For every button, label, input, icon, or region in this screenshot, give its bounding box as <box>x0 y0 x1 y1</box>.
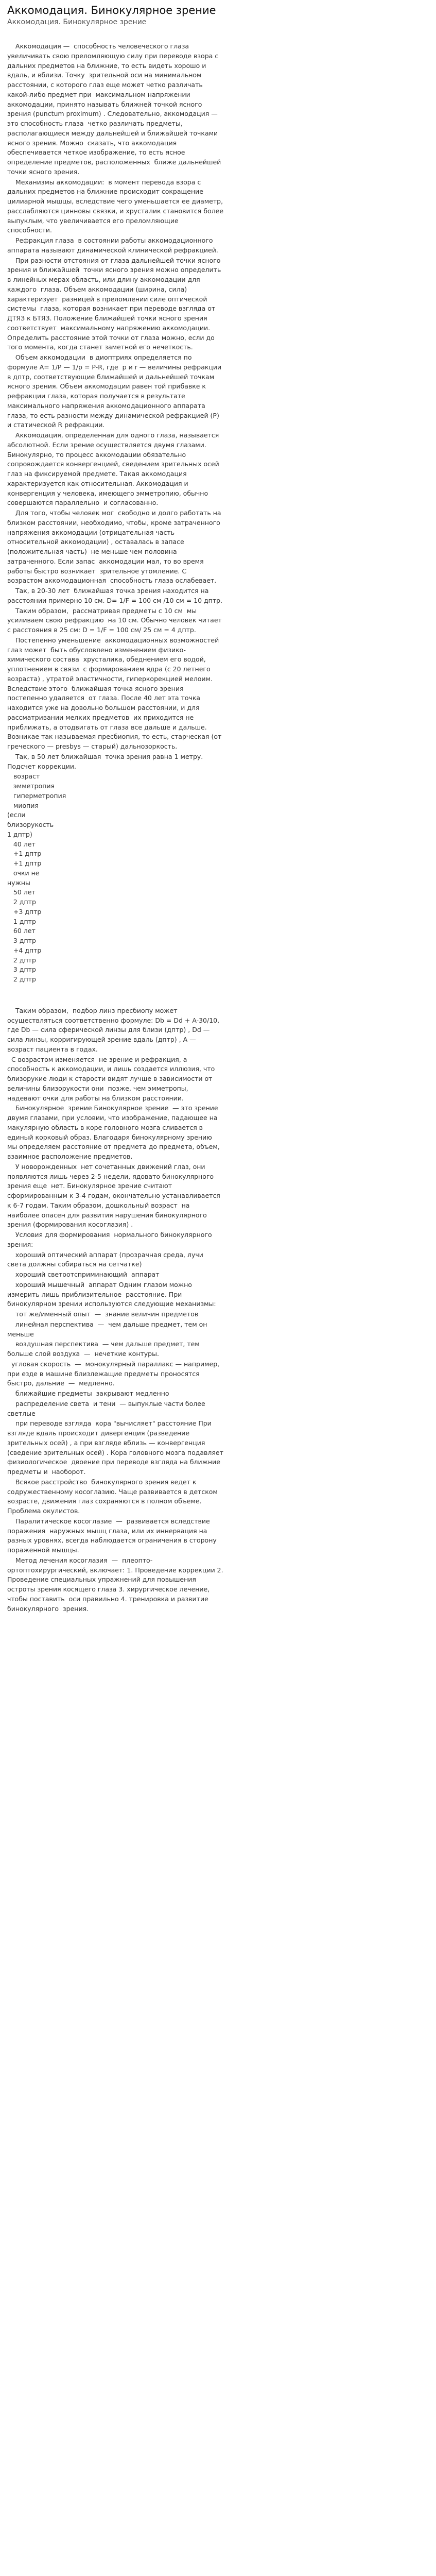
table-line: близорукость <box>7 821 54 829</box>
paragraph: Метод лечения косоглазия — плеопто-ортоптохирургический, включает: 1. Проведение коррекции 2. Проведение специальных упражнений для повышения остроты зрения косящего глаза 3. хирургическое лечение, чтобы поставить оси правильно 4. тренировка и развитие бинокулярного зрения. <box>7 1556 225 1613</box>
paragraph: При разности отстояния от глаза дальнейшей точки ясного зрения и ближайшей точки ясного зрения можно определить в линейных мерах область, или длину аккомодации для каждого глаза. Объем аккомодации (ширина, сила) характеризует разницей в преломлении силе оптической системы глаза, которая возникает при переводе взгляда от ДТЯЗ к БТЯЗ. Положение ближайшей точки ясного зрения соответствует максимальному напряжению аккомодации. Определить расстояние этой точки от глаза можно, если до того момента, когда станет заметной его нечеткость. <box>7 256 223 351</box>
article-body <box>7 42 223 1614</box>
correction-table <box>7 772 223 985</box>
paragraph: Таким образом, подбор линз пресбиопу может осуществляться соответственно формуле: Db = Dd + A-30/10, где Db — сила сферической линзы для близи (дптр) , Dd — сила линзы, корригирующей зрение вдаль (дптр) , A — возраст пациента в годах. <box>7 1006 222 1053</box>
table-line: +3 дптр <box>7 907 42 916</box>
paragraph: Паралитическое косоглазие — развивается вследствие поражения наружных мышц глаза, или их иннервация на разных уровнях, всегда наблюдается ограничения в сторону пораженной мышцы. <box>7 1517 221 1554</box>
paragraph: Объем аккомодации в диоптриях определяется по формуле A= 1/P — 1/p = P-R, где р и r — величины рефракции в дптр, соответствующие ближайшей и дальнейшей точкам ясного зрения. Объем аккомодации равен той прибавке к рефракции глаза, которая получается в результате максимального напряжения аккомодационного аппарата глаза, то есть разности между динамической рефракцией (Р) и статической R рефракции. <box>7 353 224 429</box>
table-line: эмметропия <box>7 782 55 790</box>
table-line: 50 лет <box>7 888 36 896</box>
table-line: 40 лет <box>7 840 36 848</box>
table-line: 1 дптр <box>7 917 36 925</box>
paragraph: Для того, чтобы человек мог свободно и долго работать на близком расстоянии, необходимо, чтобы, кроме затраченного напряжения аккомодации (отрицательная часть относительной аккомодации) , оставалась в запасе (положительная часть) не меньше чем половина затраченного. Если запас аккомодации мал, то во время работы быстро возникает зрительное утомление. С возрастом аккомодационная способность глаза ослабевает. <box>7 509 223 585</box>
paragraph-group-2 <box>7 1006 223 1614</box>
paragraph: воздушная перспектива — чем дальше предмет, тем больше слой воздуха — нечеткие контуры. <box>7 1340 202 1358</box>
paragraph: распределение света и тени — выпуклые части более светлые <box>7 1399 207 1417</box>
table-line: +1 дптр <box>7 859 42 868</box>
table-line: 60 лет <box>7 927 36 935</box>
table-line: +4 дптр <box>7 946 42 954</box>
paragraph: Бинокулярное зрение Бинокулярное зрение — это зрение двумя глазами, при условии, что изображение, падающее на макулярную область в коре головного мозга сливается в единый корковый образ. Благодаря бинокулярному зрению мы определяем расстояние от предмета до предмета, объем, взаимное расположение предметов. <box>7 1104 222 1161</box>
table-line: 3 дптр <box>7 937 36 945</box>
table-line: 3 дптр <box>7 965 36 974</box>
table-line: 2 дптр <box>7 975 36 984</box>
paragraph: Всякое расстройство бинокулярного зрения ведет к содружественному косоглазию. Чаще развивается в детском возрасте, движения глаз сохраняются в полном объеме. Проблема окулистов. <box>7 1478 220 1515</box>
paragraph: Рефракция глаза в состоянии работы аккомодационного аппарата называют динамической клинической рефракцией. <box>7 236 218 254</box>
paragraph-group-1 <box>7 42 223 771</box>
paragraph: при переводе взгляда кора "вычисляет" расстояние При взгляде вдаль происходит дивергенция (разведение зрительных осей) , а при взгляде вблизь — конвергенция (сведение зрительных осей) . Кора головного мозга подавляет физиологическое двоение при переводе взгляда на ближние предметы и наоборот. <box>7 1419 225 1476</box>
table-line: +1 дптр <box>7 850 42 858</box>
paragraph: У новорожденных нет сочетанных движений глаз, они появляются лишь через 2-5 недели, ядовато бинокулярного зрения еще нет. Бинокулярное зрение считают сформированным к 3-4 годам, окончательно устанавливается к 6-7 годам. Таким образом, дошкольный возраст на наиболее опасен для развития нарушения бинокулярного зрения (формирования косоглазия) . <box>7 1162 222 1229</box>
table-line: 1 дптр) <box>7 830 32 838</box>
table-line: (если <box>7 811 26 819</box>
paragraph: хороший мышечный аппарат Одним глазом можно измерить лишь приблизительное расстояние. При бинокулярном зрении используются следующие механизмы: <box>7 1280 216 1308</box>
table-line: 2 дптр <box>7 956 36 964</box>
table-line: миопия <box>7 801 39 809</box>
paragraph: ближайшие предметы закрывают медленно <box>7 1389 169 1398</box>
paragraph: Таким образом, рассматривая предметы с 10 см мы усиливаем свою рефракцию на 10 см. Обычно человек читает с расстояния в 25 см: D = 1/F = 100 см/ 25 см = 4 дптр. <box>7 606 224 634</box>
paragraph: Механизмы аккомодации: в момент перевода взора с дальних предметов на ближние происходит сокращение цилиарной мышцы, вследствие чего уменьшается ее диаметр, расслабляются цинновы связки, и хрусталик становится более выпуклым, что увеличивается его преломляющие способности. <box>7 178 225 234</box>
paragraph: Так, в 50 лет ближайшая точка зрения равна 1 метру. Подсчет коррекции. <box>7 752 205 770</box>
table-line: гиперметропия <box>7 791 66 800</box>
paragraph: Постепенно уменьшение аккомодационных возможностей глаз может быть обусловлено изменением физико-химического состава хрусталика, обеднением его водой, уплотнением в связи с формированием ядра (с 20 летнего возраста) , утратой эластичности, гиперкорекцией мелоим. Вследствие этого ближайшая точка ясного зрения постепенно удаляется от глаза. После 40 лет эта точка находится уже на довольно большом расстоянии, и для рассматривании мелких предметов их приходится не приближать, а отодвигать от глаза все дальше и дальше. Возникае так называемая пресбиопия, то есть, старческая (от греческого — presbys — старый) дальнозоркость. <box>7 636 224 751</box>
paragraph: С возрастом изменяется не зрение и рефракция, а способность к аккомодации, и лишь создается иллюзия, что близорукие люди к старости видят лучше в зависимости от величины близорукости они позже, чем эмметропы, надевают очки для работы на близком расстоянии. <box>7 1055 217 1102</box>
paragraph: угловая скорость — монокулярный параллакс — например, при езде в машине близлежащие предметы проносятся быстро, дальние — медленно. <box>7 1360 222 1387</box>
paragraph: линейная перспектива — чем дальше предмет, тем он меньше <box>7 1320 210 1338</box>
table-line: очки не <box>7 869 40 877</box>
page-subtitle: Аккомодация. Бинокулярное зрение <box>7 18 147 27</box>
paragraph: хороший светоотсприминающий аппарат <box>7 1270 160 1279</box>
table-line: возраст <box>7 772 40 781</box>
paragraph: Аккомодация, определенная для одного глаза, называется абсолютной. Если зрение осуществляется двумя глазами. Бинокулярно, то процесс аккомодации обязательно сопровождается конвергенцией, сведением зрительных осей глаз на фиксируемой предмете. Такая аккомодация характеризуется как относительная. Аккомодация и конвергенция у человека, имеющего эмметропию, обычно совершаются параллельно и согласованно. <box>7 431 221 507</box>
paragraph: Условия для формирования нормального бинокулярного зрения: <box>7 1231 214 1248</box>
table-line: 2 дптр <box>7 898 36 906</box>
paragraph: Аккомодация — способность человеческого глаза увеличивать свою преломляющую силу при переводе взора с дальних предметов на ближние, то есть видеть хорошо и вдаль, и вблизи. Точку зрительной оси на минимальном расстоянии, с которого глаз еще может четко различать какой-либо предмет при максимальном напряжении аккомодации, принято называть ближней точкой ясного зрения (punctum proximum) . Следовательно, аккомодация — это способность глаза четко различать предметы, располагающиеся между дальнейшей и ближайшей точками ясного зрения. Можно сказать, что аккомодация обеспечивается четкое изображение, то есть ясное определение предметов, расположенных ближе дальнейшей точки ясного зрения. <box>7 42 223 176</box>
section-gap <box>7 985 223 1006</box>
paragraph: хороший оптический аппарат (прозрачная среда, лучи света должны собираться на сетчатке) <box>7 1250 205 1268</box>
paragraph: Так, в 20-30 лет ближайшая точка зрения находится на расстоянии примерно 10 см. D= 1/F = 100 см /10 см = 10 дптр. <box>7 587 223 604</box>
table-line: нужны <box>7 878 30 887</box>
page-title: Аккомодация. Бинокулярное зрение <box>7 4 216 16</box>
paragraph: тот же/именный опыт — знание величин предметов <box>7 1310 199 1318</box>
